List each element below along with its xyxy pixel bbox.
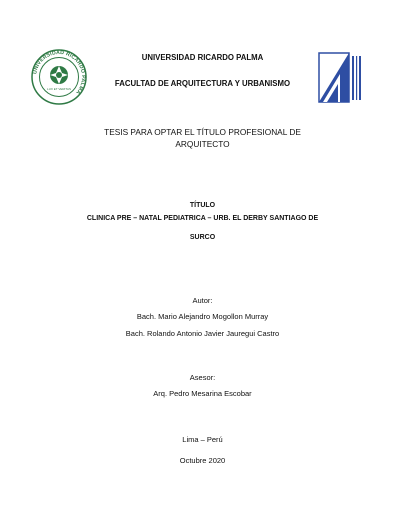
svg-text:LUX ET VERITAS: LUX ET VERITAS [47, 87, 71, 91]
author-label: Autor: [192, 296, 213, 305]
date: Octubre 2020 [179, 456, 226, 465]
thesis-title-line-1: CLINICA PRE – NATAL PEDIATRICA – URB. EL DERBY SANTIAGO DE [86, 215, 319, 222]
thesis-purpose-line-1: TESIS PARA OPTAR EL TÍTULO PROFESIONAL DE [104, 127, 301, 137]
svg-text:UNIVERSIDAD RICARDO PALMA: UNIVERSIDAD RICARDO PALMA [32, 49, 87, 96]
place: Lima – Perú [182, 435, 223, 444]
author-name: Bach. Mario Alejandro Mogollon Murray [136, 312, 269, 321]
thesis-purpose-line-2: ARQUITECTO [175, 139, 230, 149]
faculty-name: FACULTAD DE ARQUITECTURA Y URBANISMO [114, 79, 291, 88]
title-label: TÍTULO [189, 202, 216, 209]
author-name: Bach. Rolando Antonio Javier Jauregui Castro [125, 329, 280, 338]
advisor-name: Arq. Pedro Mesarina Escobar [153, 389, 252, 398]
thesis-title-line-2: SURCO [189, 234, 216, 241]
advisor-label: Asesor: [189, 373, 216, 382]
university-name: UNIVERSIDAD RICARDO PALMA [141, 53, 264, 62]
